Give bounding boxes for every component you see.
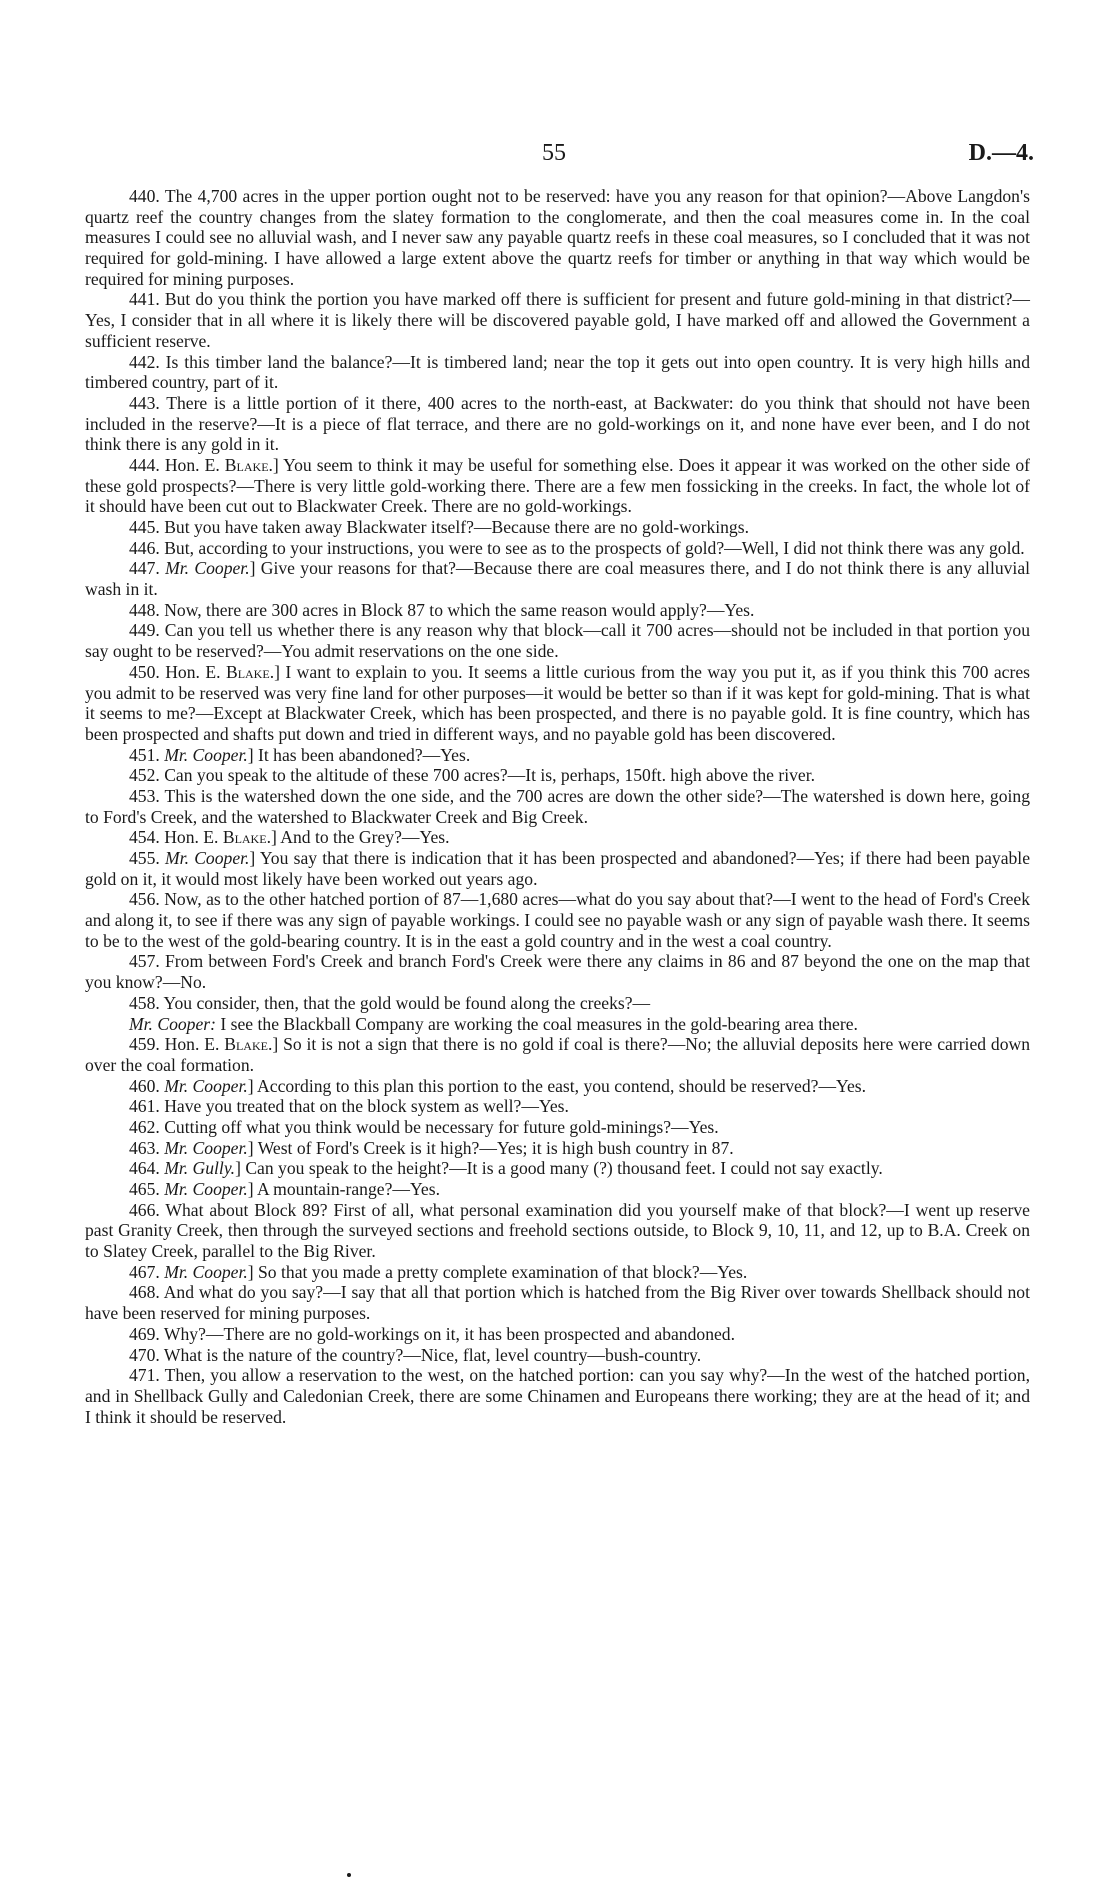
paragraph: [85, 1117, 1030, 1138]
paragraph-text: I see the Blackball Company are working the coal measures in the gold-bearing area there.: [216, 1013, 858, 1034]
speaker-name: Mr. Cooper.: [164, 744, 248, 765]
paragraph-text: 463.: [129, 1137, 165, 1158]
paragraph-text: 471. Then, you allow a reservation to the west, on the hatched portion: can you say why?—In the west of the hatched portion, and in Shellback Gully and Caledonian Creek, there are some Chinamen and Europeans there working; they are at the head of it; and I think it should be reserved.: [85, 1365, 1030, 1427]
paragraph: [85, 745, 1030, 766]
speaker-surname: Blake: [224, 1034, 268, 1055]
paragraph-text: 462. Cutting off what you think would be necessary for future gold-minings?—Yes.: [129, 1116, 719, 1137]
speaker-name: Mr. Cooper.: [165, 848, 250, 868]
paragraph-text: 459. Hon. E.: [129, 1034, 225, 1055]
paragraph-text: .] So it is not a sign that there is no gold if coal is there?—No; the alluvial deposits here were carried down over the coal formation.: [85, 1034, 1031, 1075]
paragraph: [85, 600, 1030, 621]
paragraph-text: 452. Can you speak to the altitude of these 700 acres?—It is, perhaps, 150ft. high above the river.: [129, 765, 815, 786]
paragraph: [85, 662, 1030, 745]
paragraph: [85, 1262, 1030, 1283]
paragraph-text: ] Give your reasons for that?—Because there are coal measures there, and I do not think there is any alluvial wash in it.: [85, 558, 1031, 600]
speaker-name: Mr. Cooper:: [129, 1013, 216, 1034]
paragraph: [85, 620, 1030, 661]
paragraph-text: 447.: [129, 558, 166, 579]
paragraph: [85, 765, 1030, 786]
paragraph: [85, 186, 1030, 289]
speaker-surname: Blake: [222, 827, 267, 848]
paragraph: [85, 786, 1030, 827]
paragraph-text: 440. The 4,700 acres in the upper portion ought not to be reserved: have you any reason for that opinion?—Above Langdon's quartz reef the country changes from the slatey formation to the conglomerate, and then the coal measures come in. In the coal measures I could see no alluvial wash, and I never saw any payable quartz reefs in these coal measures, so I concluded that it was not required for gold-mining. I have allowed a large extent above the quartz reefs for timber or anything in that way which would be required for mining purposes.: [85, 186, 1030, 289]
paragraph: [85, 1158, 1030, 1179]
paragraph-text: 444. Hon. E.: [129, 454, 225, 475]
paragraph-text: 457. From between Ford's Creek and branch Ford's Creek were there any claims in 86 and 87 beyond the one on the map that you know?—No.: [85, 951, 1030, 993]
paragraph: [85, 558, 1030, 599]
paragraph: [85, 1365, 1030, 1427]
paragraph: [85, 1138, 1030, 1159]
paragraph: [85, 393, 1030, 455]
paragraph-text: 461. Have you treated that on the block system as well?—Yes.: [129, 1096, 569, 1117]
paragraph-text: 451.: [129, 744, 165, 765]
paragraph-text: 454. Hon. E.: [129, 827, 223, 848]
paragraph-text: 469. Why?—There are no gold-workings on it, it has been prospected and abandoned.: [129, 1323, 735, 1344]
paragraph-text: .] And to the Grey?—Yes.: [266, 827, 450, 848]
paragraph: [85, 1096, 1030, 1117]
page-mark: [347, 1873, 351, 1877]
paragraph: [85, 1076, 1030, 1097]
paragraph-text: ] You say that there is indication that it has been prospected and abandoned?—Yes; if there had been payable gold on it, it would most likely have been worked out years ago.: [85, 848, 1031, 889]
paragraph: [85, 289, 1030, 351]
paragraph-text: 470. What is the nature of the country?—Nice, flat, level country—bush-country.: [129, 1344, 702, 1365]
paragraph-text: 465.: [129, 1179, 165, 1199]
page-number: 55: [542, 140, 566, 166]
paragraph: [85, 1034, 1030, 1075]
paragraph-text: .] I want to explain to you. It seems a little curious from the way you put it, as if you think this 700 acres you admit to be reserved was very fine land for other purposes—it would be better so than if it was kept for gold-mining. That is what it seems to me?—Except at Blackwater Creek, which has been prospected, and there is no payable gold. It is fine country, which has been prospected and shafts put down and tried in different ways, and no payable gold has been discovered.: [85, 661, 1031, 744]
paragraph-text: 453. This is the watershed down the one side, and the 700 acres are down the other side?—The watershed is down here, going to Ford's Creek, and the watershed to Blackwater Creek and Big Creek.: [85, 785, 1030, 827]
paragraph-text: 448. Now, there are 300 acres in Block 87 to which the same reason would apply?—Yes.: [129, 599, 755, 620]
paragraph: [85, 517, 1030, 538]
paragraph: [85, 993, 1030, 1014]
paragraph: [85, 352, 1030, 393]
paragraph: [85, 848, 1030, 889]
paragraph: [85, 1282, 1030, 1323]
paragraph-text: ] West of Ford's Creek is it high?—Yes; it is high bush country in 87.: [247, 1137, 734, 1158]
paragraph-text: 456. Now, as to the other hatched portion of 87—1,680 acres—what do you say about that?—I went to the head of Ford's Creek and along it, to see if there was any sign of payable workings. I could see no payable wash or any sign of payable wash there. It seems to be to the west of the gold-bearing country. It is in the east a gold country and in the west a coal country.: [85, 889, 1030, 951]
paragraph: [85, 951, 1030, 992]
speaker-name: Mr. Cooper.: [164, 1075, 248, 1096]
paragraph: [85, 455, 1030, 517]
document-reference: D.—4.: [968, 140, 1034, 166]
document-body: [85, 186, 1030, 1427]
paragraph-text: ] It has been abandoned?—Yes.: [247, 744, 471, 765]
paragraph-text: 445. But you have taken away Blackwater itself?—Because there are no gold-workings.: [129, 517, 749, 537]
paragraph-text: 441. But do you think the portion you have marked off there is sufficient for present and future gold-mining in that district?—Yes, I consider that in all where it is likely there will be discovered payable gold, I have marked off and allowed the Government a sufficient reserve.: [85, 289, 1030, 351]
paragraph-text: 450. Hon. E.: [129, 661, 226, 682]
paragraph-text: ] Can you speak to the height?—It is a good many (?) thousand feet. I could not say exactly.: [235, 1158, 883, 1179]
paragraph-text: 467.: [129, 1261, 165, 1282]
paragraph: [85, 1345, 1030, 1366]
paragraph: [85, 889, 1030, 951]
paragraph-text: 442. Is this timber land the balance?—It is timbered land; near the top it gets out into open country. It is very high hills and timbered country, part of it.: [85, 351, 1030, 393]
paragraph-text: 460.: [129, 1075, 165, 1096]
speaker-name: Mr. Cooper.: [164, 1179, 248, 1199]
paragraph: [85, 1324, 1030, 1345]
paragraph-text: 466. What about Block 89? First of all, what personal examination did you yourself make of that block?—I went up reserve past Granity Creek, then through the surveyed sections and freehold sections outside, to Block 9, 10, 11, and 12, up to B.A. Creek on to Slatey Creek, parallel to the Big River.: [85, 1199, 1030, 1262]
paragraph-text: 449. Can you tell us whether there is any reason why that block—call it 700 acres—should not be included in that portion you say ought to be reserved?—You admit reservations on the one side.: [85, 620, 1030, 662]
speaker-name: Mr. Cooper.: [164, 1261, 248, 1282]
paragraph-text: 443. There is a little portion of it there, 400 acres to the north-east, at Backwater: do you think that should not have been included in the reserve?—It is a piece of flat terrace, and there are no gold-workings on it, and none have ever been, and I do not think there is any gold in it.: [85, 392, 1030, 455]
paragraph: [85, 1179, 1030, 1200]
page-header: [0, 140, 1114, 180]
paragraph-text: 468. And what do you say?—I say that all that portion which is hatched from the Big River over towards Shellback should not have been reserved for mining purposes.: [85, 1282, 1030, 1324]
paragraph-text: 455.: [129, 848, 166, 868]
speaker-name: Mr. Cooper.: [164, 1137, 248, 1158]
paragraph: [85, 827, 1030, 848]
speaker-surname: Blake: [225, 661, 270, 682]
paragraph-text: ] So that you made a pretty complete examination of that block?—Yes.: [247, 1261, 748, 1282]
paragraph: [85, 1014, 1030, 1035]
paragraph-text: 458. You consider, then, that the gold would be found along the creeks?—: [129, 992, 651, 1013]
paragraph-text: 464.: [129, 1158, 165, 1179]
paragraph-text: .] You seem to think it may be useful for something else. Does it appear it was worked on the other side of these gold prospects?—There is very little gold-working there. There are a few men fossicking in the creeks. In fact, the whole lot of it should have been cut out to Blackwater Creek. There are no gold-workings.: [85, 454, 1030, 517]
speaker-name: Mr. Cooper.: [165, 558, 250, 579]
paragraph: [85, 1200, 1030, 1262]
speaker-name: Mr. Gully.: [164, 1158, 236, 1179]
paragraph-text: 446. But, according to your instructions, you were to see as to the prospects of gold?—Well, I did not think there was any gold.: [129, 537, 1025, 558]
paragraph-text: ] According to this plan this portion to the east, you contend, should be reserved?—Yes.: [247, 1075, 867, 1096]
paragraph: [85, 538, 1030, 559]
paragraph-text: ] A mountain-range?—Yes.: [247, 1179, 440, 1199]
speaker-surname: Blake: [224, 454, 269, 475]
